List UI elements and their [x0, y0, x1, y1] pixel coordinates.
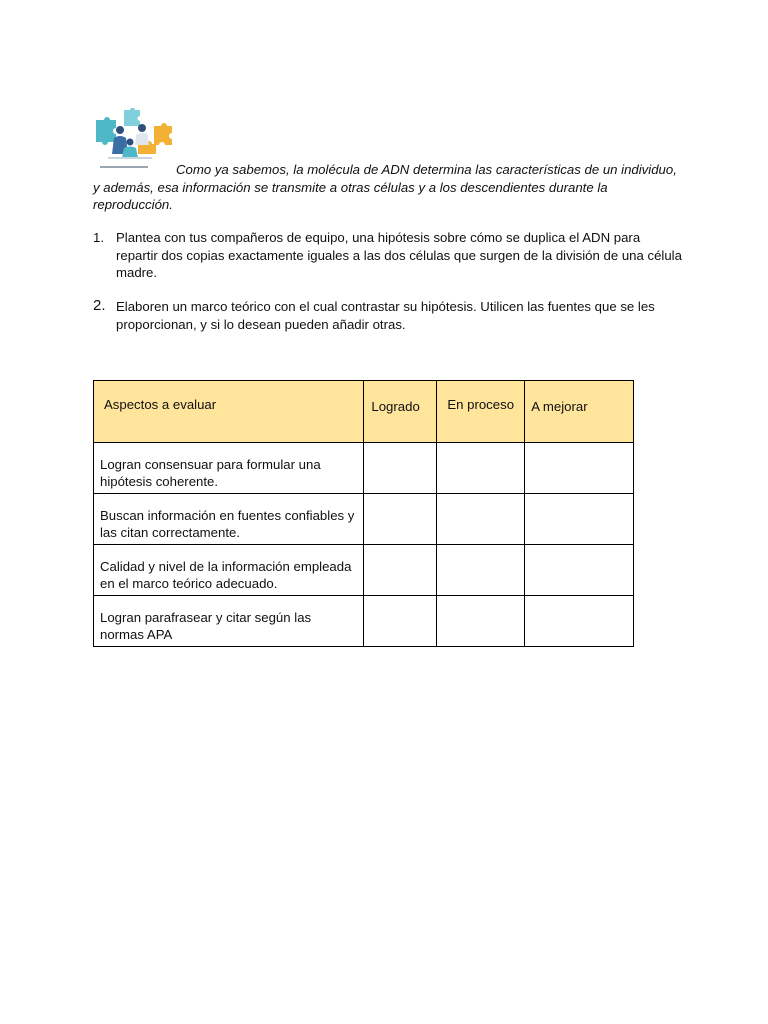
- puzzle-piece-yellow-right: [154, 123, 172, 145]
- person-head: [127, 139, 134, 146]
- task-number: 2.: [93, 297, 106, 314]
- to-improve-cell[interactable]: [525, 545, 634, 596]
- aspect-cell: Logran consensuar para formular una hipótesis coherente.: [94, 443, 364, 494]
- person-body: [122, 147, 138, 159]
- in-progress-cell[interactable]: [437, 443, 525, 494]
- puzzle-piece-teal-top: [124, 108, 140, 126]
- puzzle-piece-teal-left: [96, 117, 116, 145]
- in-progress-cell[interactable]: [437, 596, 525, 647]
- aspect-cell: Logran parafrasear y citar según las normas APA: [94, 596, 364, 647]
- intro-paragraph: [93, 161, 683, 214]
- to-improve-cell[interactable]: [525, 596, 634, 647]
- person-body: [135, 133, 149, 145]
- in-progress-cell[interactable]: [437, 494, 525, 545]
- task-2: [93, 298, 683, 333]
- achieved-cell[interactable]: [364, 596, 437, 647]
- rubric-row: [94, 545, 634, 596]
- to-improve-cell[interactable]: [525, 494, 634, 545]
- header-in-progress: En proceso: [437, 381, 525, 443]
- achieved-cell[interactable]: [364, 545, 437, 596]
- in-progress-cell[interactable]: [437, 545, 525, 596]
- task-number: 1.: [93, 230, 104, 245]
- task-text: Plantea con tus compañeros de equipo, una hipótesis sobre cómo se duplica el ADN para repartir dos copias exactamente iguales a las dos células que surgen de la división de una célula madre.: [116, 230, 682, 280]
- achieved-cell[interactable]: [364, 443, 437, 494]
- rubric-row: [94, 494, 634, 545]
- person-head: [116, 126, 124, 134]
- rubric-header-row: [94, 381, 634, 443]
- rubric-row: [94, 443, 634, 494]
- achieved-cell[interactable]: [364, 494, 437, 545]
- header-to-improve: A mejorar: [525, 381, 634, 443]
- header-aspects: Aspectos a evaluar: [94, 381, 364, 443]
- rubric-row: [94, 596, 634, 647]
- task-text: Elaboren un marco teórico con el cual contrastar su hipótesis. Utilicen las fuentes que se les proporcionan, y si lo desean pueden añadir otras.: [116, 299, 655, 332]
- aspect-cell: Buscan información en fuentes confiables y las citan correctamente.: [94, 494, 364, 545]
- person-head: [138, 124, 146, 132]
- intro-text: Como ya sabemos, la molécula de ADN determina las características de un individuo, y además, esa información se transmite a otras células y a los descendientes durante la reproducción.: [93, 162, 677, 212]
- aspect-cell: Calidad y nivel de la información empleada en el marco teórico adecuado.: [94, 545, 364, 596]
- header-achieved: Logrado: [364, 381, 437, 443]
- to-improve-cell[interactable]: [525, 443, 634, 494]
- evaluation-rubric-table: [93, 380, 634, 647]
- task-1: [93, 229, 683, 282]
